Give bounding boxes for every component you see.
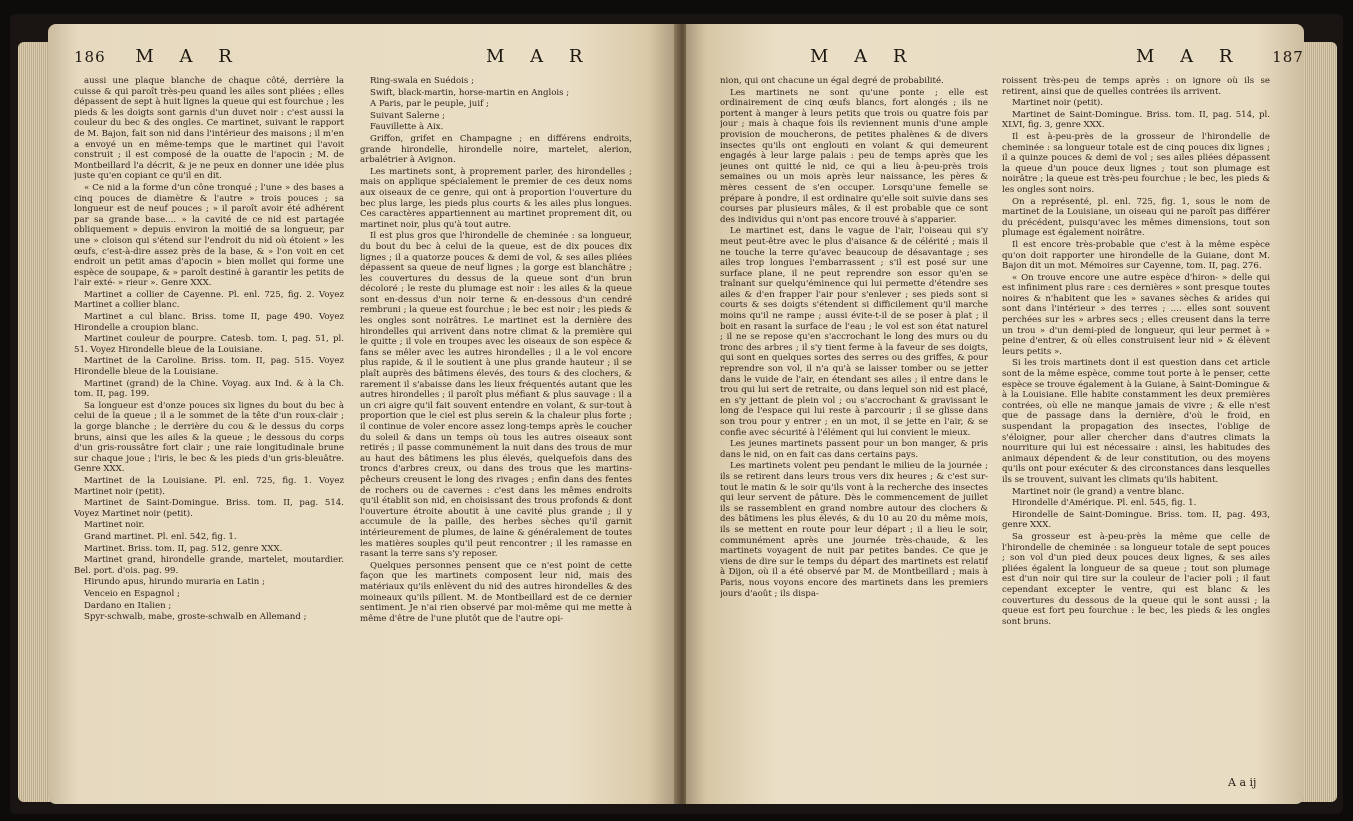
paragraph: Les martinets volent peu pendant le milieu de la journée ; ils se retirent dans leurs trous vers dix heures ; & c'est sur-tout le matin & le soir qu'ils vont à la recherche des insectes qui leur servent de pâture. Dès le commencement de juillet ils se rassemblent en grand nombre autour des clochers & des bâtimens les plus élevés, & du 10 au 20 du même mois, ils se mettent en route pour leur départ ; il a lieu le soir, communément après une journée très-chaude, & les martinets voyagent de nuit par petites bandes. Ce que je viens de dire sur le temps du départ des martinets est relatif à Dijon, où il a été observé par M. de Montbeillard ; mais à Paris, nous voyons encore des martinets dans les premiers jours d'août ; ils dispa- (720, 461, 988, 599)
left-running-head-a: M A R (135, 46, 242, 67)
open-book (10, 14, 1343, 814)
paragraph: Les martinets sont, à proprement parler, des hirondelles ; mais on applique spécialement le premier de ces deux noms aux oiseaux de ce genre, qui ont à proportion l'ouverture du bec plus large, les pieds plus courts & les ailes plus longues. Ces caractères appartiennent au martinet proprement dit, ou martinet noir, plus qu'à tout autre. (360, 166, 632, 230)
left-page-column-1 (74, 76, 344, 796)
left-page-number: 186 (74, 48, 106, 66)
paragraph: Martinet de Saint-Domingue. Briss. tom. II, pag. 514. Voyez Martinet noir (petit). (74, 498, 344, 519)
paragraph: Il est encore très-probable que c'est à la même espèce qu'on doit rapporter une hirondelle de la Guiane, dont M. Bajon dit un mot. Mémoires sur Cayenne, tom. II, pag. 276. (1002, 239, 1270, 272)
paragraph: Venceio en Espagnol ; (84, 588, 180, 599)
paragraph: Hirondelle de Saint-Domingue. Briss. tom. II, pag. 493, genre XXX. (1002, 509, 1270, 531)
paragraph: A Paris, par le peuple, juif ; (370, 99, 489, 110)
paragraph: « On trouve encore une autre espèce d'hiron- » delle qui est infiniment plus rare : ces dernières » sont presque toutes noires & n'habitent que les » savanes sèches & arides qui sont dans l'intérieur » des terres ; .... elles sont souvent perchées sur les » arbres secs ; elles creusent dans la terre un trou » d'un demi-pied de longueur, qui leur permet à » peine d'entrer, & où elles construisent leur nid » & élèvent leurs petits ». (1002, 272, 1270, 357)
paragraph: Martinet (grand) de la Chine. Voyag. aux Ind. & à la Ch. tom. II, pag. 199. (74, 378, 344, 400)
paragraph: Martinet noir (petit). (1012, 98, 1104, 109)
paragraph: Griffon, grifet en Champagne ; en différens endroits, grande hirondelle, hirondelle noire, martelet, alerion, arbalétrier à Avignon. (360, 133, 632, 166)
right-page-column-2 (1002, 76, 1270, 776)
paragraph: nion, qui ont chacune un égal degré de probabilité. (720, 76, 944, 86)
paragraph: aussi une plaque blanche de chaque côté, derrière la cuisse & qui paroît très-peu quand les ailes sont pliées ; elles dépassent de sept à huit lignes la queue qui est fourchue ; les pieds & les doigts sont garnis d'un duvet noir : c'est aussi la couleur du bec & des ongles. Ce martinet, suivant le rapport de M. Bajon, fait son nid dans l'intérieur des maisons ; il m'en a envoyé un en même-temps que le martinet qui l'avoit construit ; il est composé de la ouatte de l'apocin ; M. de Montbeillard l'a décrit, & je ne peux en donner une idée plus juste qu'en copiant ce qu'il en dit. (74, 76, 344, 182)
paragraph: Suivant Salerne ; (370, 110, 446, 121)
paragraph: Si les trois martinets dont il est question dans cet article sont de la même espèce, comme tout porte à le penser, cette espèce se trouve également à la Guiane, à Saint-Domingue & à la Louisiane. Elle habite constamment les deux premières contrées, où elle ne manque jamais de vivre ; & elle n'est que de passage dans la dernière, d'où le froid, en suspendant la propagation des insectes, l'oblige de s'éloigner, pour aller chercher dans d'autres climats la nourriture qui lui est nécessaire : ainsi, les habitudes des animaux dépendent & de leur constitution, ou des moyens qu'ils ont pour exécuter & des circonstances dans lesquelles ils se trouvent, suivant les climats qu'ils habitent. (1002, 358, 1270, 485)
paragraph: On a représenté, pl. enl. 725, fig. 1, sous le nom de martinet de la Louisiane, un oiseau qui ne paroît pas différer du précédent, puisqu'avec les mêmes dimensions, tout son plumage est également noirâtre. (1002, 196, 1270, 239)
paragraph: Fauvillette à Aix. (370, 122, 444, 133)
page-edges-left (18, 42, 52, 802)
left-page-column-2 (360, 76, 632, 796)
paragraph: Ring-swala en Suédois ; (370, 76, 474, 86)
paragraph: Le martinet est, dans le vague de l'air, l'oiseau qui s'y meut peut-être avec le plus d'aisance & de célérité ; mais il ne touche la terre qu'avec beaucoup de désavantage ; ses ailes trop longues l'embarrassent ; s'il est posé sur une surface plane, il ne peut reprendre son essor qu'en se traînant sur quelqu'éminence qui lui permette d'étendre ses ailes & d'en frapper l'air pour s'enlever ; ses pieds sont si courts & ses doigts s'étendent si difficilement qu'il marche moins qu'il ne rampe ; aussi évite-t-il de se poser à plat ; il boit en rasant la surface de l'eau ; le vol est son état naturel ; il ne se repose qu'en s'accrochant le long des murs ou du tronc des arbres ; il s'y tient ferme à la faveur de ses doigts, qui sont en quelques sortes des serres ou des griffes, & pour reprendre son vol, il n'a qu'à se laisser tomber ou se jetter dans le vuide de l'air, en étendant ses ailes ; il entre dans le trou qui lui sert de retraite, ou dans lequel son nid est placé, en s'y jettant de plein vol ; ou s'accrochant & gravissant le long de l'espace qui lui reste à parcourir ; il se glisse dans son trou pour y entrer ; en un mot, il se jette en l'air, & se confie avec sécurité à l'élément qui lui convient le mieux. (720, 226, 988, 438)
paragraph: Il est plus gros que l'hirondelle de cheminée : sa longueur, du bout du bec à celui de la queue, est de dix pouces dix lignes ; il a quatorze pouces & demi de vol, & ses ailes pliées dépassent sa queue de neuf lignes ; la gorge est blanchâtre ; les couvertures du dessus de la queue sont d'un brun décoloré ; le reste du plumage est noir : les ailes & la queue sont en-dessus d'un noir terne & en-dessous d'un cendré rembruni ; la queue est fourchue ; le bec est noir ; les pieds & les ongles sont noirâtres. Le martinet est la dernière des hirondelles qui arrivent dans notre climat & la première qui le quitte ; il vole en troupes avec les oiseaux de son espèce & fans se mêler avec les autres hirondelles ; il a le vol encore plus rapide, & il le soutient à une plus grande hauteur ; il se plaît auprès des bâtimens élevés, des tours & des clochers, & rarement il s'abaisse dans les lieux fréquentés autant que les autres hirondelles ; il paroît plus méfiant & plus sauvage : il a un cri aigre qu'il fait souvent entendre en volant, & sur-tout à proportion que le ciel est plus serein & la chaleur plus forte ; il continue de voler encore assez long-temps après le coucher du soleil & dans un temps où tous les autres oiseaux sont retirés ; il passe communément la nuit dans des trous de mur au haut des bâtimens les plus élevés, quelquefois dans des troncs d'arbres creux, ou dans des trous que les martins-pêcheurs creusent le long des rivages ; enfin dans des fentes de rochers ou de cavernes : c'est dans les mêmes endroits qu'il établit son nid, en choisissant des trous profonds & dont l'ouverture étroite aboutit à une cavité plus grande ; il y accumule de la paille, des herbes sèches qu'il garnit intérieurement de plumes, de laine & généralement de toutes les matières souples qu'il peut rencontrer ; il les ramasse en rasant la terre sans s'y reposer. (360, 231, 632, 560)
paragraph: Quelques personnes pensent que ce n'est point de cette façon que les martinets composent leur nid, mais des matériaux qu'ils enlèvent du nid des autres hirondelles & des moineaux qu'ils pillent. M. de Montbeillard est de ce dernier sentiment. Je n'ai rien observé par moi-même qui me mette à même d'être de l'une plutôt que de l'autre opi- (360, 560, 632, 624)
paragraph: Grand martinet. Pl. enl. 542, fig. 1. (84, 531, 237, 542)
paragraph: Spyr-schwalb, mabe, groste-schwalb en Allemand ; (84, 612, 307, 623)
paragraph: Martinet noir. (84, 520, 145, 531)
paragraph: Martinet couleur de pourpre. Catesb. tom. I, pag. 51, pl. 51. Voyez Hirondelle bleue de la Louisiane. (74, 334, 344, 355)
paragraph: Martinet de Saint-Domingue. Briss. tom. II, pag. 514, pl. XLVI, fig. 3, genre XXX. (1002, 109, 1270, 131)
paragraph: Dardano en Italien ; (84, 600, 172, 611)
paragraph: Martinet de la Caroline. Briss. tom. II, pag. 515. Voyez Hirondelle bleue de la Louisiane. (74, 356, 344, 378)
paragraph: Martinet de la Louisiane. Pl. enl. 725, fig. 1. Voyez Martinet noir (petit). (74, 475, 344, 497)
page-edges-right (1301, 42, 1337, 802)
left-page-number-header (74, 46, 242, 67)
right-page-number-header (1136, 46, 1304, 67)
paragraph: Les martinets ne sont qu'une ponte ; elle est ordinairement de cinq œufs blancs, fort alongés ; ils ne portent à manger à leurs petits que trois ou quatre fois par jour ; mais à chaque fois ils reviennent munis d'une ample provision de moucherons, de petites phalènes & de divers insectes qu'ils ont englouti en volant & qui demeurent engagés à leur large palais : peu de temps après que les jeunes ont quitté le nid, ce qui a lieu à-peu-près trois semaines ou un mois après leur naissance, les pères & mères cessent de s'en occuper. Lorsqu'une femelle se prépare à pondre, il est ordinaire qu'elle soit suivie dans ses courses par plusieurs mâles, & il est probable que ce sont des individus qui n'ont pas encore trouvé à s'apparier. (720, 87, 988, 225)
left-running-head-b: M A R (486, 46, 593, 67)
paragraph: Sa longueur est d'onze pouces six lignes du bout du bec à celui de la queue ; il a le sommet de la tête d'un roux-clair ; la gorge blanche ; le derrière du cou & le dessus du corps bruns, ainsi que les ailes & la queue ; le dessous du corps d'un gris-roussâtre fort clair ; une raie longitudinale brune sur chaque joue ; l'iris, le bec & les pieds d'un gris-bleuâtre. Genre XXX. (74, 400, 344, 475)
paragraph: Martinet a cul blanc. Briss. tome II, page 490. Voyez Hirondelle a croupion blanc. (74, 312, 344, 333)
right-page (686, 24, 1304, 804)
paragraph: roissent très-peu de temps après : on ignore où ils se retirent, ainsi que de quelles contrées ils arrivent. (1002, 76, 1270, 97)
right-running-head-b: M A R (1136, 46, 1243, 67)
paragraph: Hirondelle d'Amérique. Pl. enl. 545, fig. 1. (1012, 498, 1197, 509)
right-page-number: 187 (1272, 48, 1304, 66)
paragraph: Martinet grand, hirondelle grande, martelet, moutardier. Bel. port. d'ois. pag. 99. (74, 555, 344, 576)
paragraph: « Ce nid a la forme d'un cône tronqué ; l'une » des bases a cinq pouces de diamètre & l'autre » trois pouces ; sa longueur est de neuf pouces ; » il paroît avoir été adhérent par sa grande base.... » la cavité de ce nid est partagée obliquement » depuis environ la moitié de sa longueur, par une » cloison qui s'étend sur l'endroit du nid où étoient » les œufs, c'est-à-dire assez près de la base, & » l'on voit en cet endroit un petit amas d'apocin » bien mollet qui forme une espèce de soupape, & » paroît destiné à garantir les petits de l'air exté- » rieur ». Genre XXX. (74, 182, 344, 289)
paragraph: Hirundo apus, hirundo muraria en Latin ; (84, 577, 265, 588)
right-running-head-a: M A R (810, 46, 917, 67)
right-page-column-1 (720, 76, 988, 796)
paragraph: Les jeunes martinets passent pour un bon manger, & pris dans le nid, on en fait cas dans certains pays. (720, 439, 988, 460)
paragraph: Sa grosseur est à-peu-près la même que celle de l'hirondelle de cheminée : sa longueur totale de sept pouces ; son vol d'un pied deux pouces deux lignes, & ses ailes pliées égalent la longueur de sa queue ; tout son plumage est d'un noir qui tire sur la couleur de l'acier poli ; il faut cependant excepter le ventre, qui est blanc & les couvertures du dessous de la queue qui le sont aussi ; la queue est fort peu fourchue : le bec, les pieds & les ongles sont bruns. (1002, 531, 1270, 627)
paragraph: Martinet a collier de Cayenne. Pl. enl. 725, fig. 2. Voyez Martinet a collier blanc. (74, 289, 344, 311)
paragraph: Il est à-peu-près de la grosseur de l'hirondelle de cheminée : sa longueur totale est de cinq pouces dix lignes ; il a quinze pouces & demi de vol ; ses ailes pliées dépassent la queue d'un pouce deux lignes ; tout son plumage est noirâtre ; la queue est très-peu fourchue ; le bec, les pieds & les ongles sont noirs. (1002, 131, 1270, 195)
paragraph: Martinet. Briss. tom. II, pag. 512, genre XXX. (84, 543, 283, 554)
signature-mark: A a ij (1228, 776, 1257, 789)
left-page (48, 24, 678, 804)
paragraph: Swift, black-martin, horse-martin en Anglois ; (370, 87, 570, 98)
paragraph: Martinet noir (le grand) a ventre blanc. (1012, 486, 1185, 497)
